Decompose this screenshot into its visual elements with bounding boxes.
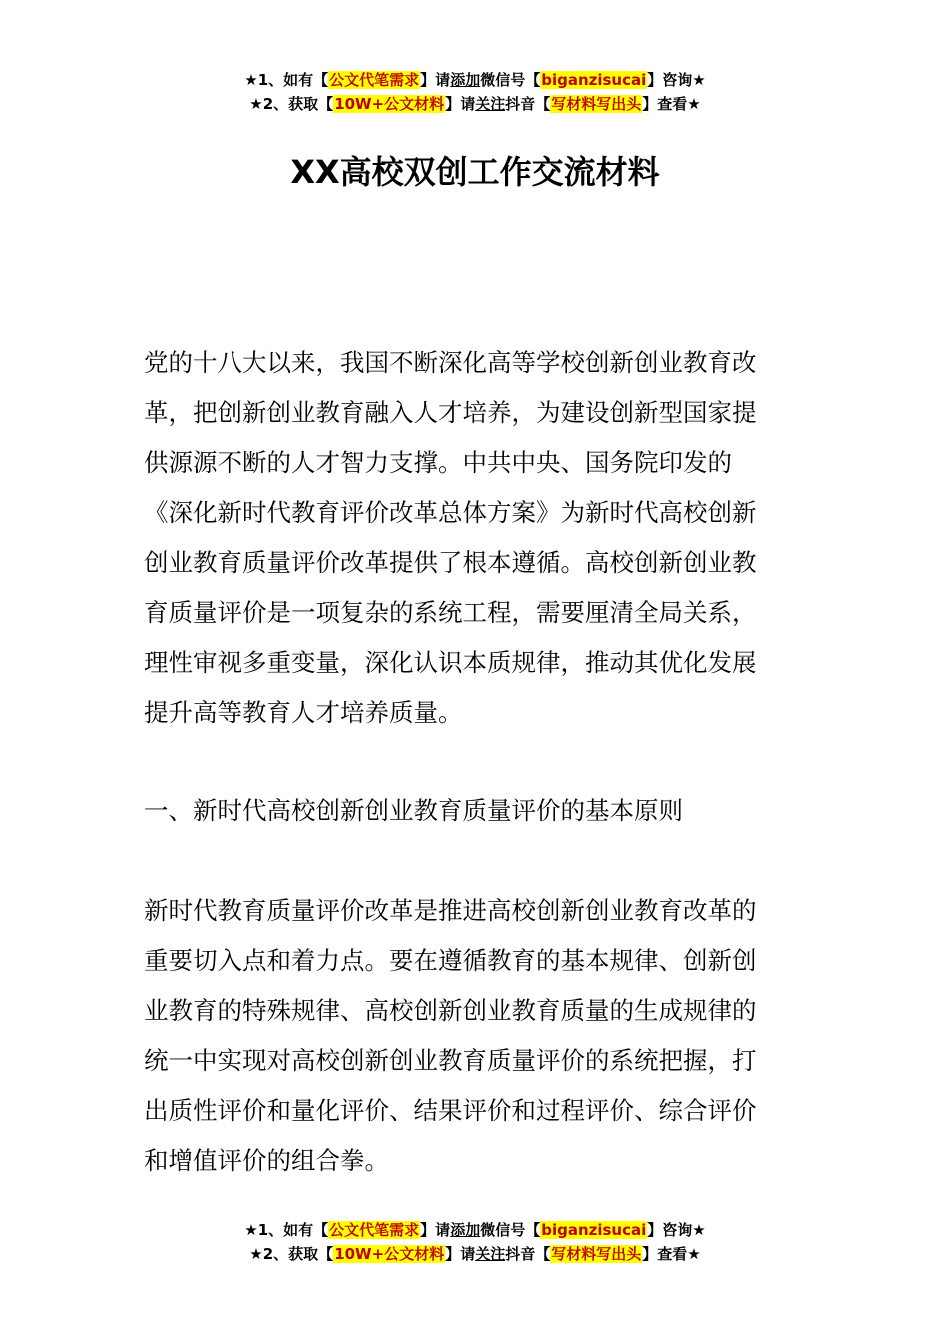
banner-highlight: 写材料写出头 — [551, 1245, 642, 1263]
banner-highlight: 公文代笔需求 — [329, 71, 420, 89]
banner-text: 抖音【 — [505, 95, 551, 113]
banner-underlined-text: 关注 — [475, 95, 506, 113]
banner-highlight: 写材料写出头 — [551, 95, 642, 113]
banner-text: 】请 — [445, 1245, 476, 1263]
header-banner — [0, 68, 950, 116]
body-paragraph-1: 党的十八大以来，我国不断深化高等学校创新创业教育改 革，把创新创业教育融入人才培养，为建设创新型国家提 供源源不断的人才智力支撑。中共中央、国务院印发的 《深化新时代教育评价改革总体方案》为新时代高校创新 创业教育质量评价改革提供了根本遵循。高校创新创业教 育质量评价是一项复杂的系统工程，需要厘清全局关系， 理性审视多重变量，深化认识本质规律，推动其优化发展 提升高等教育人才培养质量。 — [144, 348, 757, 727]
banner-underlined-text: 关注 — [475, 1245, 506, 1263]
banner-text: 】请 — [445, 95, 476, 113]
document-title: XX高校双创工作交流材料 — [290, 153, 660, 191]
banner-text: ★2、获取【 — [249, 95, 334, 113]
banner-text: 抖音【 — [505, 1245, 551, 1263]
banner-text: 微信号【 — [480, 71, 541, 89]
banner-text: 】咨询★ — [647, 71, 706, 89]
banner-underlined-text: 添加 — [450, 1221, 481, 1239]
footer-banner — [0, 1218, 950, 1266]
banner-text: 】查看★ — [642, 95, 701, 113]
banner-text: 微信号【 — [480, 1221, 541, 1239]
banner-highlight: biganzisucai — [541, 1221, 647, 1239]
banner-highlight: 10W+公文材料 — [334, 95, 445, 113]
banner-text: ★1、如有【 — [244, 1221, 329, 1239]
section-heading-1: 一、新时代高校创新创业教育质量评价的基本原则 — [144, 796, 683, 825]
body-paragraph-2: 新时代教育质量评价改革是推进高校创新创业教育改革的 重要切入点和着力点。要在遵循教育的基本规律、创新创 业教育的特殊规律、高校创新创业教育质量的生成规律的 统一中实现对高校创新创业教育质量评价的系统把握，打 出质性评价和量化评价、结果评价和过程评价、综合评价 和增值评价的组合拳。 — [144, 896, 757, 1175]
banner-text: ★1、如有【 — [244, 71, 329, 89]
banner-text: 】请 — [420, 1221, 451, 1239]
banner-line-1 — [0, 1218, 950, 1242]
banner-underlined-text: 添加 — [450, 71, 481, 89]
banner-highlight: 10W+公文材料 — [334, 1245, 445, 1263]
banner-highlight: 公文代笔需求 — [329, 1221, 420, 1239]
banner-text: 】查看★ — [642, 1245, 701, 1263]
banner-text: 】咨询★ — [647, 1221, 706, 1239]
banner-highlight: biganzisucai — [541, 71, 647, 89]
banner-line-2 — [0, 92, 950, 116]
banner-line-1 — [0, 68, 950, 92]
banner-text: 】请 — [420, 71, 451, 89]
banner-text: ★2、获取【 — [249, 1245, 334, 1263]
banner-line-2 — [0, 1242, 950, 1266]
